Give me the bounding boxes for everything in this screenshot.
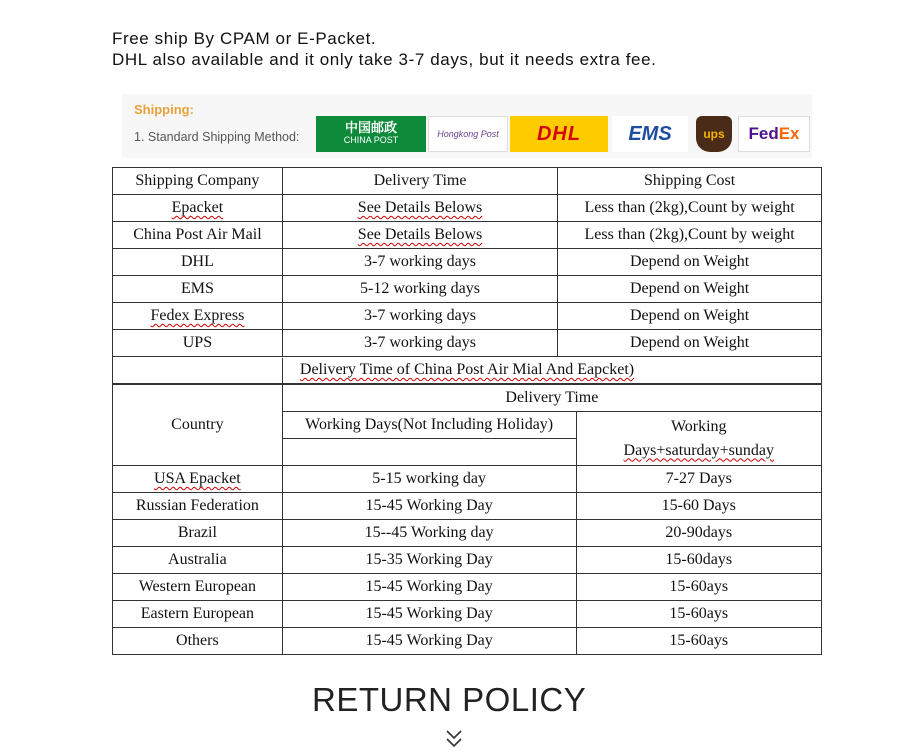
working-days-cell: 15-45 Working Day bbox=[282, 493, 576, 520]
calendar-days-cell: 15-60ays bbox=[576, 574, 822, 601]
country-cell: Australia bbox=[113, 547, 283, 574]
shipping-methods-table bbox=[112, 167, 822, 384]
company-name: Fedex Express bbox=[150, 307, 245, 324]
header-shipping-company: Shipping Company bbox=[113, 168, 283, 195]
company-cell bbox=[113, 195, 283, 222]
footer-text: Delivery Time of China Post Air Mial And Eapcket) bbox=[299, 361, 635, 378]
calendar-days-cell: 15-60ays bbox=[576, 628, 822, 655]
table-header-row bbox=[113, 385, 822, 412]
company-name: Epacket bbox=[171, 199, 224, 216]
table-row bbox=[113, 276, 822, 303]
table-header-row bbox=[113, 358, 822, 385]
calendar-days-cell: 15-60ays bbox=[576, 601, 822, 628]
delivery-cell: 3-7 working days bbox=[282, 249, 557, 276]
working-days-cell: 15-35 Working Day bbox=[282, 547, 576, 574]
header-working-line2-wrap bbox=[577, 442, 822, 460]
table-row bbox=[113, 493, 822, 520]
fedex-logo bbox=[738, 116, 810, 152]
working-days-cell: 5-15 working day bbox=[282, 466, 576, 493]
shipping-banner bbox=[122, 94, 812, 158]
delivery-cell bbox=[282, 195, 557, 222]
working-days-cell: 15--45 Working day bbox=[282, 520, 576, 547]
country-name: USA Epacket bbox=[154, 470, 241, 487]
calendar-days-cell: 15-60days bbox=[576, 547, 822, 574]
intro-line-1: Free ship By CPAM or E-Packet. bbox=[112, 29, 377, 48]
company-cell: DHL bbox=[113, 249, 283, 276]
cost-cell: Depend on Weight bbox=[558, 276, 822, 303]
ems-logo bbox=[612, 116, 688, 152]
delivery-time-table bbox=[112, 358, 822, 655]
double-chevron-down-icon bbox=[446, 728, 462, 750]
header-delivery-time: Delivery Time bbox=[282, 168, 557, 195]
delivery-cell: 5-12 working days bbox=[282, 276, 557, 303]
table-row bbox=[113, 222, 822, 249]
delivery-cell bbox=[282, 222, 557, 249]
spacer-cell bbox=[113, 358, 283, 385]
table-row bbox=[113, 249, 822, 276]
ems-logo-text: EMS bbox=[628, 122, 672, 145]
fedex-logo-ex: Ex bbox=[778, 124, 800, 143]
ups-logo-text: ups bbox=[703, 127, 725, 141]
table-row bbox=[113, 574, 822, 601]
table-row bbox=[113, 195, 822, 222]
delivery-cell: 3-7 working days bbox=[282, 330, 557, 357]
table-row bbox=[113, 466, 822, 493]
table-header-row bbox=[113, 168, 822, 195]
country-cell: Others bbox=[113, 628, 283, 655]
delivery-text: See Details Belows bbox=[357, 199, 483, 216]
china-post-logo-sub: CHINA POST bbox=[343, 135, 399, 145]
return-policy-title: RETURN POLICY bbox=[312, 681, 587, 718]
company-cell bbox=[113, 303, 283, 330]
country-cell: Brazil bbox=[113, 520, 283, 547]
empty-cell bbox=[282, 439, 576, 466]
country-cell: Western European bbox=[113, 574, 283, 601]
table-row bbox=[113, 330, 822, 357]
company-cell: EMS bbox=[113, 276, 283, 303]
company-cell: China Post Air Mail bbox=[113, 222, 283, 249]
ups-logo bbox=[696, 116, 732, 152]
country-cell: Eastern European bbox=[113, 601, 283, 628]
calendar-days-cell: 20-90days bbox=[576, 520, 822, 547]
country-cell bbox=[113, 466, 283, 493]
company-cell: UPS bbox=[113, 330, 283, 357]
header-delivery-time: Delivery Time bbox=[282, 385, 821, 412]
header-country: Country bbox=[113, 385, 283, 466]
working-days-cell: 15-45 Working Day bbox=[282, 628, 576, 655]
cost-cell: Depend on Weight bbox=[558, 303, 822, 330]
delivery-cell: 3-7 working days bbox=[282, 303, 557, 330]
fedex-logo-fed: Fed bbox=[748, 124, 779, 143]
header-shipping-cost: Shipping Cost bbox=[558, 168, 822, 195]
dhl-logo bbox=[510, 116, 608, 152]
calendar-days-cell: 7-27 Days bbox=[576, 466, 822, 493]
intro-text bbox=[112, 28, 656, 70]
dhl-logo-text: DHL bbox=[536, 122, 582, 145]
table-row bbox=[113, 547, 822, 574]
header-working-line1: Working bbox=[670, 417, 727, 435]
china-post-logo bbox=[316, 116, 426, 152]
hongkong-post-logo-text: Hongkong Post bbox=[437, 129, 499, 139]
cost-cell: Depend on Weight bbox=[558, 249, 822, 276]
china-post-logo-main: 中国邮政 bbox=[344, 120, 397, 135]
cost-cell: Less than (2kg),Count by weight bbox=[558, 222, 822, 249]
table-row bbox=[113, 628, 822, 655]
table-row bbox=[113, 303, 822, 330]
delivery-text: See Details Belows bbox=[357, 226, 483, 243]
hongkong-post-logo bbox=[428, 116, 508, 152]
working-days-cell: 15-45 Working Day bbox=[282, 601, 576, 628]
table-row bbox=[113, 520, 822, 547]
header-working-days: Working Days(Not Including Holiday) bbox=[282, 412, 576, 439]
banner-title: Shipping: bbox=[134, 102, 194, 117]
country-cell: Russian Federation bbox=[113, 493, 283, 520]
spacer-cell bbox=[282, 358, 821, 385]
table-row bbox=[113, 601, 822, 628]
intro-line-2: DHL also available and it only take 3-7 days, but it needs extra fee. bbox=[112, 50, 657, 69]
cost-cell: Depend on Weight bbox=[558, 330, 822, 357]
header-working-line2: Days+saturday+sunday bbox=[623, 441, 774, 459]
cost-cell: Less than (2kg),Count by weight bbox=[558, 195, 822, 222]
banner-method: 1. Standard Shipping Method: bbox=[134, 130, 300, 144]
working-days-cell: 15-45 Working Day bbox=[282, 574, 576, 601]
header-working-weekends bbox=[576, 412, 822, 466]
calendar-days-cell: 15-60 Days bbox=[576, 493, 822, 520]
